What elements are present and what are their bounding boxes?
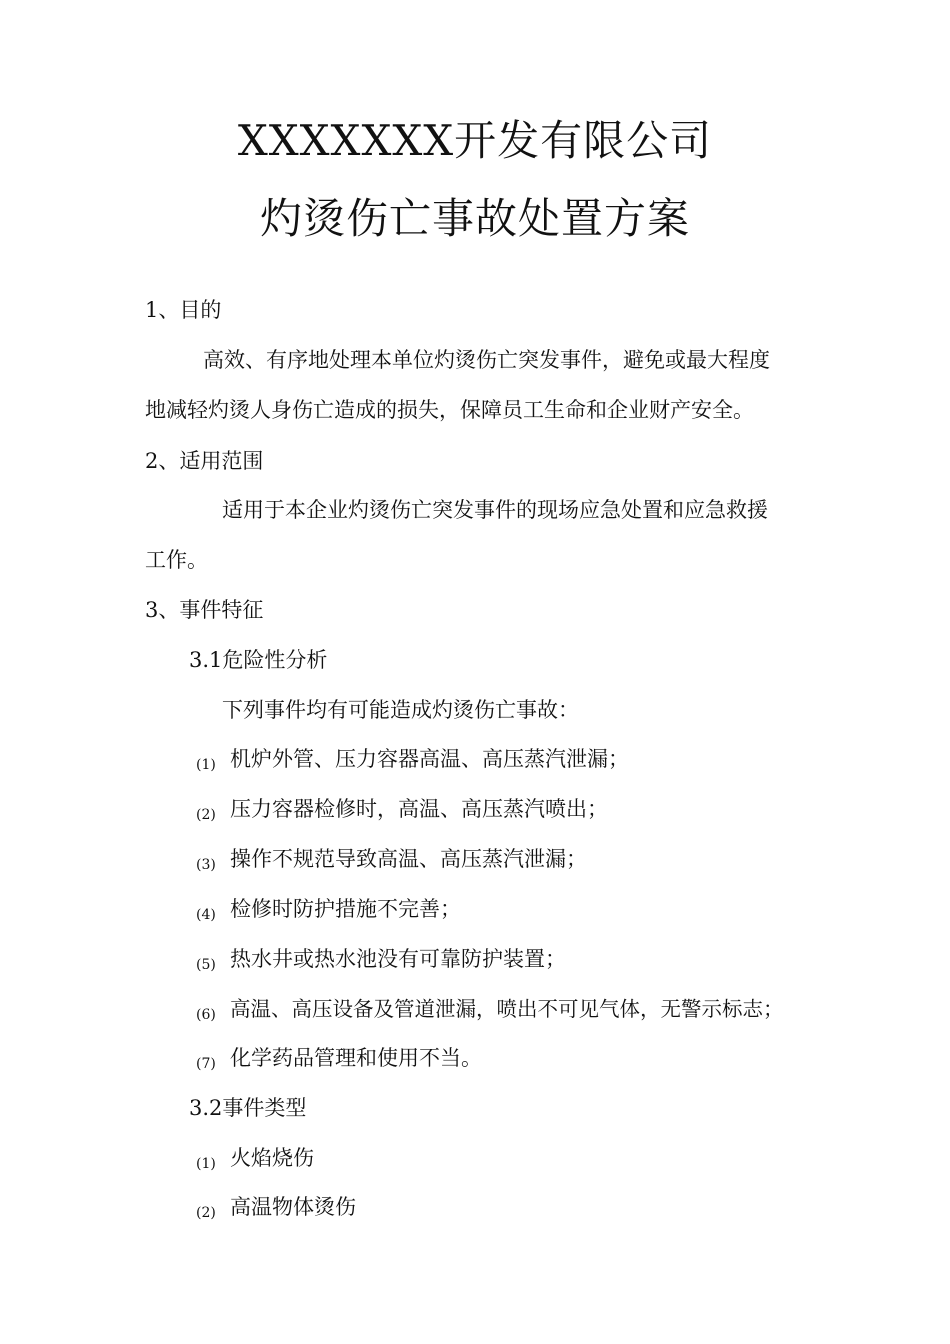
list-marker: (1) — [196, 1156, 216, 1172]
list-marker: (6) — [196, 1007, 216, 1023]
list-item-text: 热水井或热水池没有可靠防护装置； — [230, 947, 566, 971]
list-item-text: 操作不规范导致高温、高压蒸汽泄漏； — [230, 847, 587, 871]
section-1-heading: 1、目的 — [145, 298, 222, 322]
list-marker: (7) — [196, 1056, 216, 1072]
list-item-text: 化学药品管理和使用不当。 — [230, 1046, 482, 1070]
list-item — [196, 997, 784, 1024]
subsection-3-2-heading: 3.2事件类型 — [189, 1096, 307, 1120]
section-3-heading: 3、事件特征 — [145, 598, 264, 622]
list-item — [196, 1146, 314, 1173]
list-marker: (2) — [196, 807, 216, 823]
section-1-body-line-1: 高效、有序地处理本单位灼烫伤亡突发事件，避免或最大程度 — [203, 348, 770, 372]
list-item — [196, 1195, 356, 1222]
section-2-body-line-2: 工作。 — [145, 548, 208, 572]
section-2-body-line-1: 适用于本企业灼烫伤亡突发事件的现场应急处置和应急救援 — [222, 498, 768, 522]
list-marker: (4) — [196, 907, 216, 923]
list-item-text: 高温、高压设备及管道泄漏，喷出不可见气体，无警示标志； — [230, 997, 784, 1021]
list-item — [196, 747, 629, 774]
list-item-text: 检修时防护措施不完善； — [230, 897, 461, 921]
list-item — [196, 1046, 482, 1073]
list-item-text: 机炉外管、压力容器高温、高压蒸汽泄漏； — [230, 747, 629, 771]
list-item — [196, 947, 566, 974]
list-item-text: 压力容器检修时，高温、高压蒸汽喷出； — [230, 797, 608, 821]
hazard-intro: 下列事件均有可能造成灼烫伤亡事故： — [222, 698, 579, 722]
list-marker: (3) — [196, 857, 216, 873]
list-item — [196, 797, 608, 824]
list-marker: (5) — [196, 957, 216, 973]
list-item — [196, 847, 587, 874]
list-marker: (2) — [196, 1205, 216, 1221]
list-item-text: 高温物体烫伤 — [230, 1195, 356, 1219]
list-marker: (1) — [196, 757, 216, 773]
section-1-body-line-2: 地减轻灼烫人身伤亡造成的损失，保障员工生命和企业财产安全。 — [145, 398, 754, 422]
company-title: XXXXXXX开发有限公司 — [237, 116, 713, 165]
plan-title: 灼烫伤亡事故处置方案 — [259, 194, 690, 243]
list-item — [196, 897, 461, 924]
list-item-text: 火焰烧伤 — [230, 1146, 314, 1170]
subsection-3-1-heading: 3.1危险性分析 — [189, 648, 328, 672]
section-2-heading: 2、适用范围 — [145, 449, 264, 473]
